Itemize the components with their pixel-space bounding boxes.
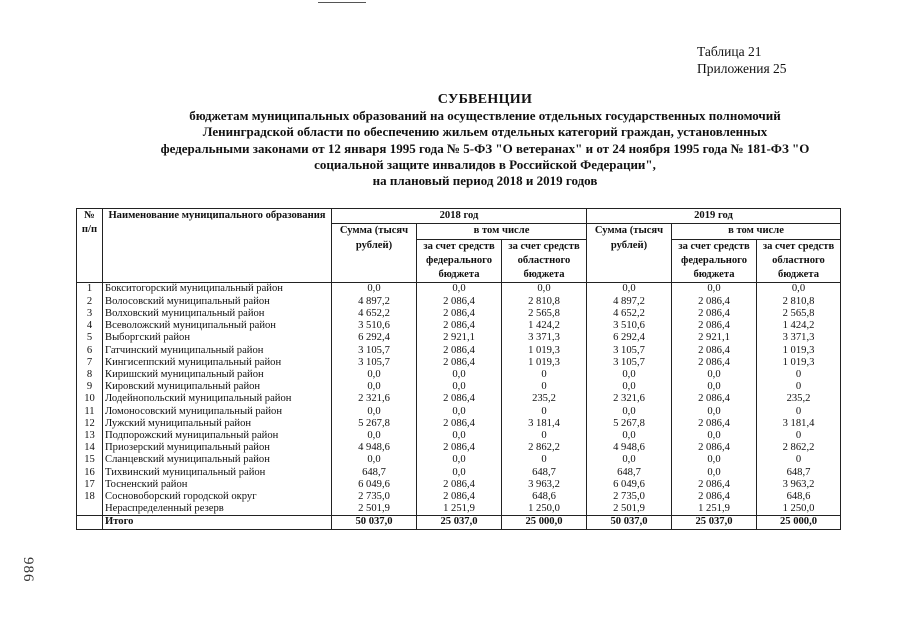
including-2018-header: в том числе <box>417 224 587 239</box>
municipality-name-cell: Нераспределенный резерв <box>103 503 332 516</box>
total-regional-2018-cell: 25 000,0 <box>502 516 587 529</box>
table-row <box>77 369 841 381</box>
sum-2018-cell: 3 510,6 <box>332 320 417 332</box>
regional-2018-cell: 0 <box>502 430 587 442</box>
table-row <box>77 345 841 357</box>
regional-2019-cell: 1 250,0 <box>757 503 841 516</box>
sum-2018-cell: 0,0 <box>332 430 417 442</box>
sum-2019-cell: 0,0 <box>587 283 672 296</box>
table-row <box>77 320 841 332</box>
municipality-name-cell: Тихвинский муниципальный район <box>103 467 332 479</box>
col-name-header: Наименование муниципального образования <box>103 209 332 283</box>
regional-2019-cell: 1 424,2 <box>757 320 841 332</box>
federal-2019-cell: 2 086,4 <box>672 442 757 454</box>
municipality-name-cell: Сланцевский муниципальный район <box>103 454 332 466</box>
regional-2019-cell: 1 019,3 <box>757 345 841 357</box>
row-number-cell <box>77 503 103 516</box>
sum-2019-header: Сумма (тысяч рублей) <box>587 224 672 283</box>
sum-2018-cell: 0,0 <box>332 283 417 296</box>
federal-2018-cell: 2 086,4 <box>417 479 502 491</box>
regional-2018-cell: 1 019,3 <box>502 345 587 357</box>
row-number-cell: 1 <box>77 283 103 296</box>
sum-2018-cell: 4 652,2 <box>332 308 417 320</box>
federal-2019-cell: 2 086,4 <box>672 393 757 405</box>
federal-2019-cell: 2 086,4 <box>672 345 757 357</box>
table-row <box>77 332 841 344</box>
municipality-name-cell: Бокситогорский муниципальный район <box>103 283 332 296</box>
federal-2018-cell: 0,0 <box>417 369 502 381</box>
row-number-cell: 11 <box>77 406 103 418</box>
total-row <box>77 516 841 529</box>
table-row <box>77 381 841 393</box>
regional-2019-cell: 3 371,3 <box>757 332 841 344</box>
federal-2018-cell: 0,0 <box>417 381 502 393</box>
regional-2019-cell: 648,6 <box>757 491 841 503</box>
sum-2018-cell: 648,7 <box>332 467 417 479</box>
federal-2019-cell: 0,0 <box>672 467 757 479</box>
total-regional-2019-cell: 25 000,0 <box>757 516 841 529</box>
year-2019-header: 2019 год <box>587 209 841 224</box>
sum-2019-cell: 4 948,6 <box>587 442 672 454</box>
federal-2019-cell: 0,0 <box>672 454 757 466</box>
federal-2019-cell: 2 086,4 <box>672 479 757 491</box>
federal-2018-cell: 1 251,9 <box>417 503 502 516</box>
row-number-cell: 6 <box>77 345 103 357</box>
sum-2018-cell: 3 105,7 <box>332 345 417 357</box>
regional-2019-cell: 2 565,8 <box>757 308 841 320</box>
sum-2019-cell: 648,7 <box>587 467 672 479</box>
sum-2019-cell: 6 049,6 <box>587 479 672 491</box>
row-number-cell: 18 <box>77 491 103 503</box>
sum-2019-cell: 3 105,7 <box>587 357 672 369</box>
regional-2018-cell: 0 <box>502 369 587 381</box>
table-body <box>77 283 841 529</box>
regional-2018-cell: 0 <box>502 406 587 418</box>
federal-2019-cell: 2 086,4 <box>672 320 757 332</box>
row-number-cell: 17 <box>77 479 103 491</box>
regional-2019-cell: 0 <box>757 381 841 393</box>
federal-2018-cell: 2 086,4 <box>417 418 502 430</box>
heading-line-2: Ленинградской области по обеспечению жильем отдельных категорий граждан, установленных <box>202 124 768 140</box>
federal-2018-cell: 2 086,4 <box>417 357 502 369</box>
row-number-cell: 2 <box>77 296 103 308</box>
federal-2019-cell: 1 251,9 <box>672 503 757 516</box>
sum-2019-cell: 4 897,2 <box>587 296 672 308</box>
municipality-name-cell: Подпорожский муниципальный район <box>103 430 332 442</box>
municipality-name-cell: Волосовский муниципальный район <box>103 296 332 308</box>
federal-2018-cell: 2 086,4 <box>417 491 502 503</box>
municipality-name-cell: Лодейнопольский муниципальный район <box>103 393 332 405</box>
table-row <box>77 357 841 369</box>
table-row <box>77 479 841 491</box>
federal-2019-cell: 0,0 <box>672 406 757 418</box>
year-2018-header: 2018 год <box>332 209 587 224</box>
row-number-cell: 3 <box>77 308 103 320</box>
regional-2019-cell: 3 181,4 <box>757 418 841 430</box>
federal-2019-cell: 0,0 <box>672 381 757 393</box>
regional-2018-cell: 3 181,4 <box>502 418 587 430</box>
total-label-cell: Итого <box>103 516 332 529</box>
regional-2018-cell: 648,6 <box>502 491 587 503</box>
row-number-cell: 5 <box>77 332 103 344</box>
regional-2019-cell: 2 810,8 <box>757 296 841 308</box>
regional-2019-cell: 0 <box>757 454 841 466</box>
table-row <box>77 418 841 430</box>
federal-2018-cell: 0,0 <box>417 454 502 466</box>
heading-line-4: социальной защите инвалидов в Российской Федерации", <box>314 156 656 172</box>
table-row <box>77 442 841 454</box>
regional-2018-cell: 3 371,3 <box>502 332 587 344</box>
table-row <box>77 491 841 503</box>
federal-2018-cell: 2 086,4 <box>417 296 502 308</box>
federal-2019-cell: 0,0 <box>672 430 757 442</box>
heading-line-5: на плановый период 2018 и 2019 годов <box>372 173 598 189</box>
federal-2018-header: за счет средств федерального бюджета <box>417 239 502 283</box>
sum-2019-cell: 5 267,8 <box>587 418 672 430</box>
federal-2018-cell: 2 086,4 <box>417 442 502 454</box>
regional-2018-header: за счет средств областного бюджета <box>502 239 587 283</box>
regional-2019-cell: 0,0 <box>757 283 841 296</box>
sum-2019-cell: 0,0 <box>587 406 672 418</box>
sum-2018-cell: 2 501,9 <box>332 503 417 516</box>
sum-2018-cell: 6 292,4 <box>332 332 417 344</box>
sum-2019-cell: 2 735,0 <box>587 491 672 503</box>
federal-2019-cell: 2 086,4 <box>672 491 757 503</box>
table-row <box>77 308 841 320</box>
sum-2019-cell: 3 105,7 <box>587 345 672 357</box>
table-number: Таблица 21 <box>697 44 762 59</box>
federal-2019-cell: 2 086,4 <box>672 308 757 320</box>
total-sum-2019-cell: 50 037,0 <box>587 516 672 529</box>
municipality-name-cell: Всеволожский муниципальный район <box>103 320 332 332</box>
regional-2018-cell: 2 565,8 <box>502 308 587 320</box>
federal-2018-cell: 0,0 <box>417 467 502 479</box>
municipality-name-cell: Киришский муниципальный район <box>103 369 332 381</box>
scan-mark-line <box>318 2 366 3</box>
federal-2019-cell: 2 086,4 <box>672 357 757 369</box>
sum-2019-cell: 0,0 <box>587 454 672 466</box>
regional-2018-cell: 0 <box>502 381 587 393</box>
col-number-header: № п/п <box>77 209 103 283</box>
municipality-name-cell: Кировский муниципальный район <box>103 381 332 393</box>
document-heading <box>60 92 905 189</box>
regional-2019-cell: 235,2 <box>757 393 841 405</box>
table-row <box>77 406 841 418</box>
table-reference <box>697 44 787 77</box>
table-row <box>77 503 841 516</box>
sum-2018-cell: 4 897,2 <box>332 296 417 308</box>
regional-2018-cell: 0 <box>502 454 587 466</box>
municipality-name-cell: Приозерский муниципальный район <box>103 442 332 454</box>
regional-2018-cell: 1 019,3 <box>502 357 587 369</box>
sum-2019-cell: 0,0 <box>587 381 672 393</box>
sum-2018-cell: 4 948,6 <box>332 442 417 454</box>
row-number-cell: 13 <box>77 430 103 442</box>
federal-2018-cell: 2 086,4 <box>417 393 502 405</box>
federal-2019-cell: 2 921,1 <box>672 332 757 344</box>
heading-title: СУБВЕНЦИИ <box>437 92 533 107</box>
sum-2019-cell: 6 292,4 <box>587 332 672 344</box>
federal-2018-cell: 0,0 <box>417 430 502 442</box>
sum-2019-cell: 0,0 <box>587 430 672 442</box>
row-number-cell: 9 <box>77 381 103 393</box>
heading-line-1: бюджетам муниципальных образований на осуществление отдельных государственных полномочий <box>189 108 781 124</box>
federal-2018-cell: 0,0 <box>417 406 502 418</box>
federal-2018-cell: 2 086,4 <box>417 345 502 357</box>
sum-2018-cell: 2 735,0 <box>332 491 417 503</box>
federal-2018-cell: 2 086,4 <box>417 308 502 320</box>
federal-2019-header: за счет средств федерального бюджета <box>672 239 757 283</box>
regional-2019-cell: 0 <box>757 369 841 381</box>
table-row <box>77 454 841 466</box>
total-federal-2019-cell: 25 037,0 <box>672 516 757 529</box>
municipality-name-cell: Сосновоборский городской округ <box>103 491 332 503</box>
sum-2019-cell: 2 321,6 <box>587 393 672 405</box>
table-row <box>77 430 841 442</box>
row-number-cell: 16 <box>77 467 103 479</box>
sum-2018-cell: 6 049,6 <box>332 479 417 491</box>
regional-2018-cell: 1 250,0 <box>502 503 587 516</box>
row-number-cell: 12 <box>77 418 103 430</box>
subventions-table <box>76 208 841 530</box>
total-federal-2018-cell: 25 037,0 <box>417 516 502 529</box>
federal-2019-cell: 0,0 <box>672 369 757 381</box>
including-2019-header: в том числе <box>672 224 841 239</box>
sum-2018-cell: 3 105,7 <box>332 357 417 369</box>
regional-2019-cell: 2 862,2 <box>757 442 841 454</box>
row-number-cell: 7 <box>77 357 103 369</box>
municipality-name-cell: Кингисеппский муниципальный район <box>103 357 332 369</box>
municipality-name-cell: Гатчинский муниципальный район <box>103 345 332 357</box>
federal-2018-cell: 2 086,4 <box>417 320 502 332</box>
regional-2018-cell: 2 810,8 <box>502 296 587 308</box>
page-number: 986 <box>20 557 36 583</box>
municipality-name-cell: Волховский муниципальный район <box>103 308 332 320</box>
municipality-name-cell: Тосненский район <box>103 479 332 491</box>
regional-2018-cell: 3 963,2 <box>502 479 587 491</box>
sum-2018-cell: 5 267,8 <box>332 418 417 430</box>
sum-2019-cell: 4 652,2 <box>587 308 672 320</box>
federal-2019-cell: 2 086,4 <box>672 418 757 430</box>
regional-2019-cell: 0 <box>757 430 841 442</box>
sum-2018-cell: 0,0 <box>332 381 417 393</box>
sum-2019-cell: 0,0 <box>587 369 672 381</box>
total-sum-2018-cell: 50 037,0 <box>332 516 417 529</box>
table-row <box>77 393 841 405</box>
regional-2018-cell: 0,0 <box>502 283 587 296</box>
federal-2018-cell: 0,0 <box>417 283 502 296</box>
federal-2019-cell: 0,0 <box>672 283 757 296</box>
sum-2019-cell: 2 501,9 <box>587 503 672 516</box>
sum-2018-header: Сумма (тысяч рублей) <box>332 224 417 283</box>
federal-2018-cell: 2 921,1 <box>417 332 502 344</box>
appendix-number: Приложения 25 <box>697 60 787 76</box>
row-number-cell: 15 <box>77 454 103 466</box>
municipality-name-cell: Лужский муниципальный район <box>103 418 332 430</box>
regional-2018-cell: 648,7 <box>502 467 587 479</box>
regional-2018-cell: 235,2 <box>502 393 587 405</box>
federal-2019-cell: 2 086,4 <box>672 296 757 308</box>
table-row <box>77 296 841 308</box>
sum-2018-cell: 0,0 <box>332 406 417 418</box>
heading-line-3: федеральными законами от 12 января 1995 года № 5-ФЗ "О ветеранах" и от 24 ноября 1995 года № 181-ФЗ "О <box>160 140 810 156</box>
municipality-name-cell: Выборгский район <box>103 332 332 344</box>
row-number-cell: 10 <box>77 393 103 405</box>
sum-2019-cell: 3 510,6 <box>587 320 672 332</box>
row-number-cell: 8 <box>77 369 103 381</box>
table-row <box>77 283 841 296</box>
regional-2019-cell: 3 963,2 <box>757 479 841 491</box>
regional-2018-cell: 1 424,2 <box>502 320 587 332</box>
total-number-cell <box>77 516 103 529</box>
row-number-cell: 4 <box>77 320 103 332</box>
regional-2019-cell: 648,7 <box>757 467 841 479</box>
regional-2019-cell: 1 019,3 <box>757 357 841 369</box>
regional-2019-cell: 0 <box>757 406 841 418</box>
regional-2018-cell: 2 862,2 <box>502 442 587 454</box>
table-row <box>77 467 841 479</box>
sum-2018-cell: 2 321,6 <box>332 393 417 405</box>
municipality-name-cell: Ломоносовский муниципальный район <box>103 406 332 418</box>
sum-2018-cell: 0,0 <box>332 369 417 381</box>
regional-2019-header: за счет средств областного бюджета <box>757 239 841 283</box>
row-number-cell: 14 <box>77 442 103 454</box>
sum-2018-cell: 0,0 <box>332 454 417 466</box>
